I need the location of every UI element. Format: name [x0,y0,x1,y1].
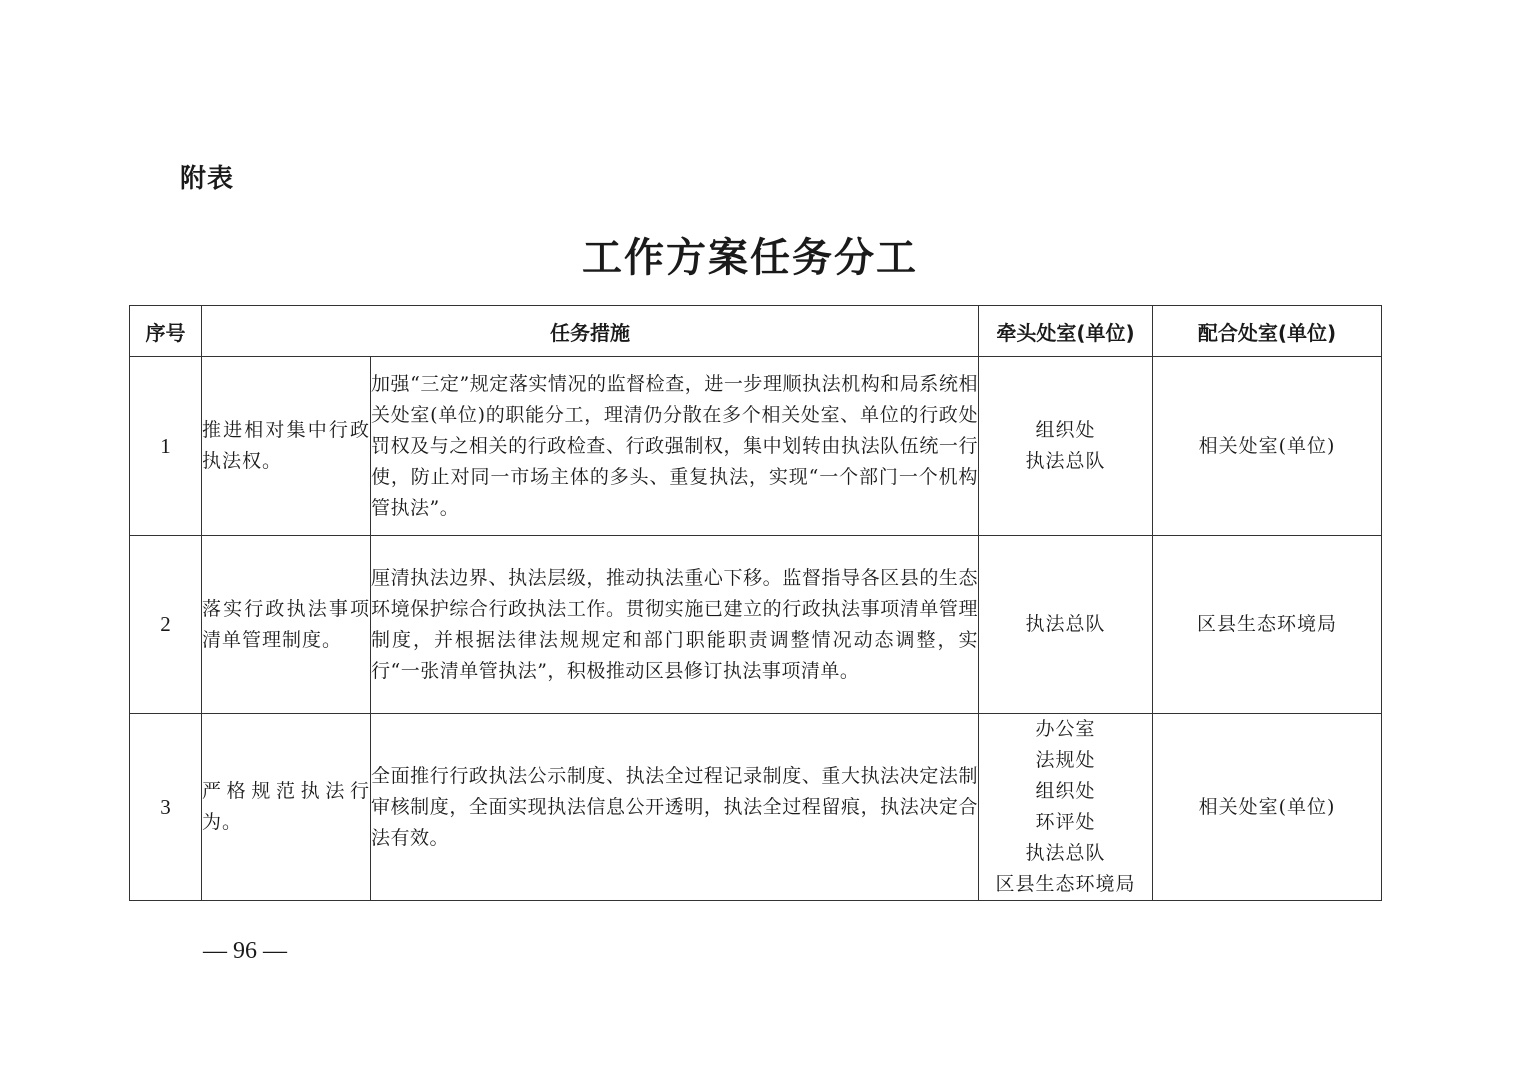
lead-unit: 环评处 [1035,811,1096,833]
row-number: 1 [130,357,202,536]
header-measures: 任务措施 [202,306,979,357]
table-row [130,714,1382,901]
coop-unit: 相关处室(单位) [1153,714,1382,901]
task-measure: 厘清执法边界、执法层级，推动执法重心下移。监督指导各区县的生态环境保护综合行政执法工作。贯彻实施已建立的行政执法事项清单管理制度，并根据法律法规规定和部门职能职责调整情况动态调整，实行“一张清单管执法”，积极推动区县修订执法事项清单。 [371,536,979,714]
table-row [130,536,1382,714]
row-number: 2 [130,536,202,714]
task-measure: 全面推行行政执法公示制度、执法全过程记录制度、重大执法决定法制审核制度，全面实现执法信息公开透明，执法全过程留痕，执法决定合法有效。 [371,714,979,901]
document-title: 工作方案任务分工 [582,234,918,281]
coop-unit: 相关处室(单位) [1153,357,1382,536]
task-name: 推进相对集中行政执法权。 [202,357,371,536]
lead-unit-cell [979,714,1153,901]
task-measure: 加强“三定”规定落实情况的监督检查，进一步理顺执法机构和局系统相关处室(单位)的职能分工，理清仍分散在多个相关处室、单位的行政处罚权及与之相关的行政检查、行政强制权，集中划转由执法队伍统一行使，防止对同一市场主体的多头、重复执法，实现“一个部门一个机构管执法”。 [371,357,979,536]
lead-unit-cell [979,536,1153,714]
table-row [130,357,1382,536]
appendix-label: 附表 [180,164,235,194]
lead-unit: 法规处 [1035,749,1096,771]
lead-unit: 执法总队 [1025,613,1106,635]
lead-unit-cell [979,357,1153,536]
task-name: 落实行政执法事项清单管理制度。 [202,536,371,714]
lead-unit: 组织处 [1035,419,1096,441]
header-no: 序号 [130,306,202,357]
lead-unit: 区县生态环境局 [995,873,1136,895]
header-lead: 牵头处室(单位) [979,306,1153,357]
task-division-table [129,305,1382,901]
task-name: 严格规范执法行为。 [202,714,371,901]
coop-unit: 区县生态环境局 [1153,536,1382,714]
table-header-row [130,306,1382,357]
lead-unit: 组织处 [1035,780,1096,802]
lead-unit: 办公室 [1035,718,1096,740]
page-number: — 96 — [203,938,287,964]
header-coop: 配合处室(单位) [1153,306,1382,357]
row-number: 3 [130,714,202,901]
lead-unit: 执法总队 [1025,842,1106,864]
lead-unit: 执法总队 [1025,450,1106,472]
